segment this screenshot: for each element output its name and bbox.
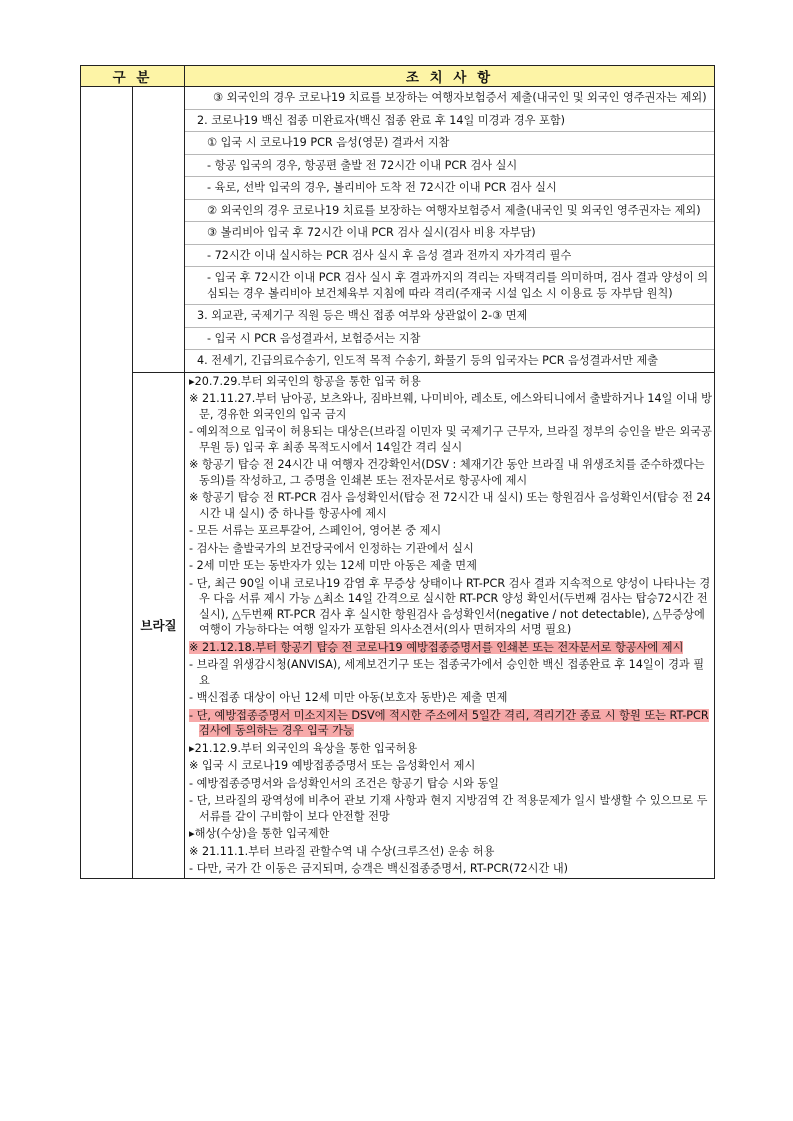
measure-item: ③ 볼리비아 입국 후 72시간 이내 PCR 검사 실시(검사 비용 자부담) — [185, 222, 714, 245]
brazil-line — [185, 689, 714, 707]
brazil-line — [185, 489, 714, 522]
brazil-measures — [185, 372, 715, 878]
measure-item: ② 외국인의 경우 코로나19 치료를 보장하는 여행자보험증서 제출(내국인 및 외국인 영주권자는 제외) — [185, 200, 714, 223]
line-text: - 백신접종 대상이 아닌 12세 미만 아동(보호자 동반)은 제출 면제 — [189, 691, 508, 704]
line-text: - 예외적으로 입국이 허용되는 대상은(브라질 이민자 및 국제기구 근무자, 브라질 정부의 승인을 받은 외국공무원 등) 입국 후 최종 목적도시에서 14일간 격리 실시 — [189, 425, 712, 454]
line-text: - 검사는 출발국가의 보건당국에서 인정하는 기관에서 실시 — [189, 541, 474, 555]
brazil-line — [185, 390, 714, 423]
country-brazil: 브라질 — [133, 372, 185, 878]
table-header-row — [81, 66, 715, 87]
brazil-line — [185, 740, 714, 758]
highlighted-text: - 단, 예방접종증명서 미소지지는 DSV에 적시한 주소에서 5일간 격리, 격리기간 종료 시 항원 또는 RT-PCR 검사에 동의하는 경우 입국 가능 — [189, 708, 709, 737]
measure-item: ① 입국 시 코로나19 PCR 음성(영문) 결과서 지참 — [185, 132, 714, 155]
measure-item: ③ 외국인의 경우 코로나19 치료를 보장하는 여행자보험증서 제출(내국인 및 외국인 영주권자는 제외) — [185, 87, 714, 110]
measure-item: 3. 외교관, 국제기구 직원 등은 백신 접종 여부와 상관없이 2-③ 면제 — [185, 305, 714, 328]
line-text: ※ 입국 시 코로나19 예방접종증명서 또는 음성확인서 제시 — [189, 759, 476, 772]
measure-item: 2. 코로나19 백신 접종 미완료자(백신 접종 완료 후 14일 미경과 경우 포함) — [185, 110, 714, 133]
line-text: ▸21.12.9.부터 외국인의 육상을 통한 입국허용 — [189, 741, 418, 755]
line-text: - 다만, 국가 간 이동은 금지되며, 승객은 백신접종증명서, RT-PCR(72시간 내) — [189, 862, 569, 875]
brazil-line — [185, 860, 714, 878]
brazil-line — [185, 656, 714, 689]
line-text: - 브라질 위생감시청(ANVISA), 세계보건기구 또는 접종국가에서 승인한 백신 접종완료 후 14일이 경과 필요 — [189, 658, 705, 687]
measure-item: - 입국 후 72시간 이내 PCR 검사 실시 후 결과까지의 격리는 자택격리를 의미하며, 검사 결과 양성이 의심되는 경우 볼리비아 보건체육부 지침에 따라 격리(주재국 시설 입소 시 이용료 등 자부담 원칙) — [185, 267, 714, 305]
brazil-line — [185, 757, 714, 775]
line-text: ▸해상(수상)을 통한 입국제한 — [189, 827, 330, 840]
measure-item: - 항공 입국의 경우, 항공편 출발 전 72시간 이내 PCR 검사 실시 — [185, 155, 714, 178]
line-text: ▸20.7.29.부터 외국인의 항공을 통한 입국 허용 — [189, 374, 421, 388]
upper-items-list — [185, 87, 714, 372]
line-text: ※ 21.11.27.부터 남아공, 보츠와나, 짐바브웨, 나미비아, 레소토, 에스와티니에서 출발하거나 14일 이내 방문, 경유한 외국인의 입국 금지 — [189, 392, 712, 421]
brazil-line — [185, 639, 714, 657]
measures-table — [80, 65, 715, 879]
header-measures: 조 치 사 항 — [185, 66, 715, 87]
brazil-line — [185, 775, 714, 793]
measure-item: 4. 전세기, 긴급의료수송기, 인도적 목적 수송기, 화물기 등의 입국자는 PCR 음성결과서만 제출 — [197, 354, 659, 367]
region-cell — [81, 87, 133, 879]
line-text: ※ 21.11.1.부터 브라질 관할수역 내 수상(크루즈선) 운송 허용 — [189, 844, 495, 858]
measure-item: - 입국 시 PCR 음성결과서, 보험증서는 지참 — [185, 328, 714, 351]
brazil-line — [185, 843, 714, 861]
line-text: - 예방접종증명서와 음성확인서의 조건은 항공기 탑승 시와 동일 — [189, 776, 499, 790]
brazil-line — [185, 792, 714, 825]
line-text: - 2세 미만 또는 동반자가 있는 12세 미만 아동은 제출 면제 — [189, 559, 477, 572]
brazil-line — [185, 707, 714, 740]
line-text: ※ 항공기 탑승 전 RT-PCR 검사 음성확인서(탑승 전 72시간 내 실시) 또는 항원검사 음성확인서(탑승 전 24시간 내 실시) 중 하나를 항공사에 제시 — [189, 491, 711, 520]
brazil-line — [185, 456, 714, 489]
measure-item: - 육로, 선박 입국의 경우, 볼리비아 도착 전 72시간 이내 PCR 검사 실시 — [185, 177, 714, 200]
line-text: - 모든 서류는 포르투갈어, 스페인어, 영어본 중 제시 — [189, 524, 442, 537]
brazil-line — [185, 423, 714, 456]
previous-country-cell — [133, 87, 185, 373]
brazil-line — [185, 557, 714, 575]
highlighted-text: ※ 21.12.18.부터 항공기 탑승 전 코로나19 예방접종증명서를 인쇄본 또는 전자문서로 항공사에 제시 — [189, 640, 684, 654]
continued-country-row — [81, 87, 715, 373]
brazil-lines-list — [185, 373, 714, 878]
line-text: - 단, 최근 90일 이내 코로나19 감염 후 무증상 상태이나 RT-PCR 검사 결과 지속적으로 양성이 나타나는 경우 다음 서류 제시 가능 △최소 14일 간격으로 실시한 RT-PCR 양성 확인서(두번째 검사는 탑승72시간 전 실시), △두번째 RT-PCR 검사 후 실시한 항원검사 음성확인서(negative / not detectable), △무증상에 여행이 가능하다는 여행 일자가 포함된 의사소견서(의사 면허자의 서명 필요) — [189, 576, 711, 636]
brazil-line — [185, 825, 714, 843]
brazil-line — [185, 575, 714, 639]
brazil-row — [81, 372, 715, 878]
brazil-line — [185, 522, 714, 540]
measure-item: - 72시간 이내 실시하는 PCR 검사 실시 후 음성 결과 전까지 자가격리 필수 — [185, 245, 714, 268]
brazil-line — [185, 373, 714, 391]
header-category: 구 분 — [81, 66, 185, 87]
brazil-line — [185, 540, 714, 558]
previous-country-measures — [185, 87, 715, 373]
line-text: - 단, 브라질의 광역성에 비추어 관보 기재 사항과 현지 지방검역 간 적용문제가 일시 발생할 수 있으므로 두 서류를 같이 구비함이 보다 안전할 전망 — [189, 794, 708, 823]
line-text: ※ 항공기 탑승 전 24시간 내 여행자 건강확인서(DSV : 체재기간 동안 브라질 내 위생조치를 준수하겠다는 동의)를 작성하고, 그 증명을 인쇄본 또는 전자문서로 항공사에 제시 — [189, 458, 705, 487]
